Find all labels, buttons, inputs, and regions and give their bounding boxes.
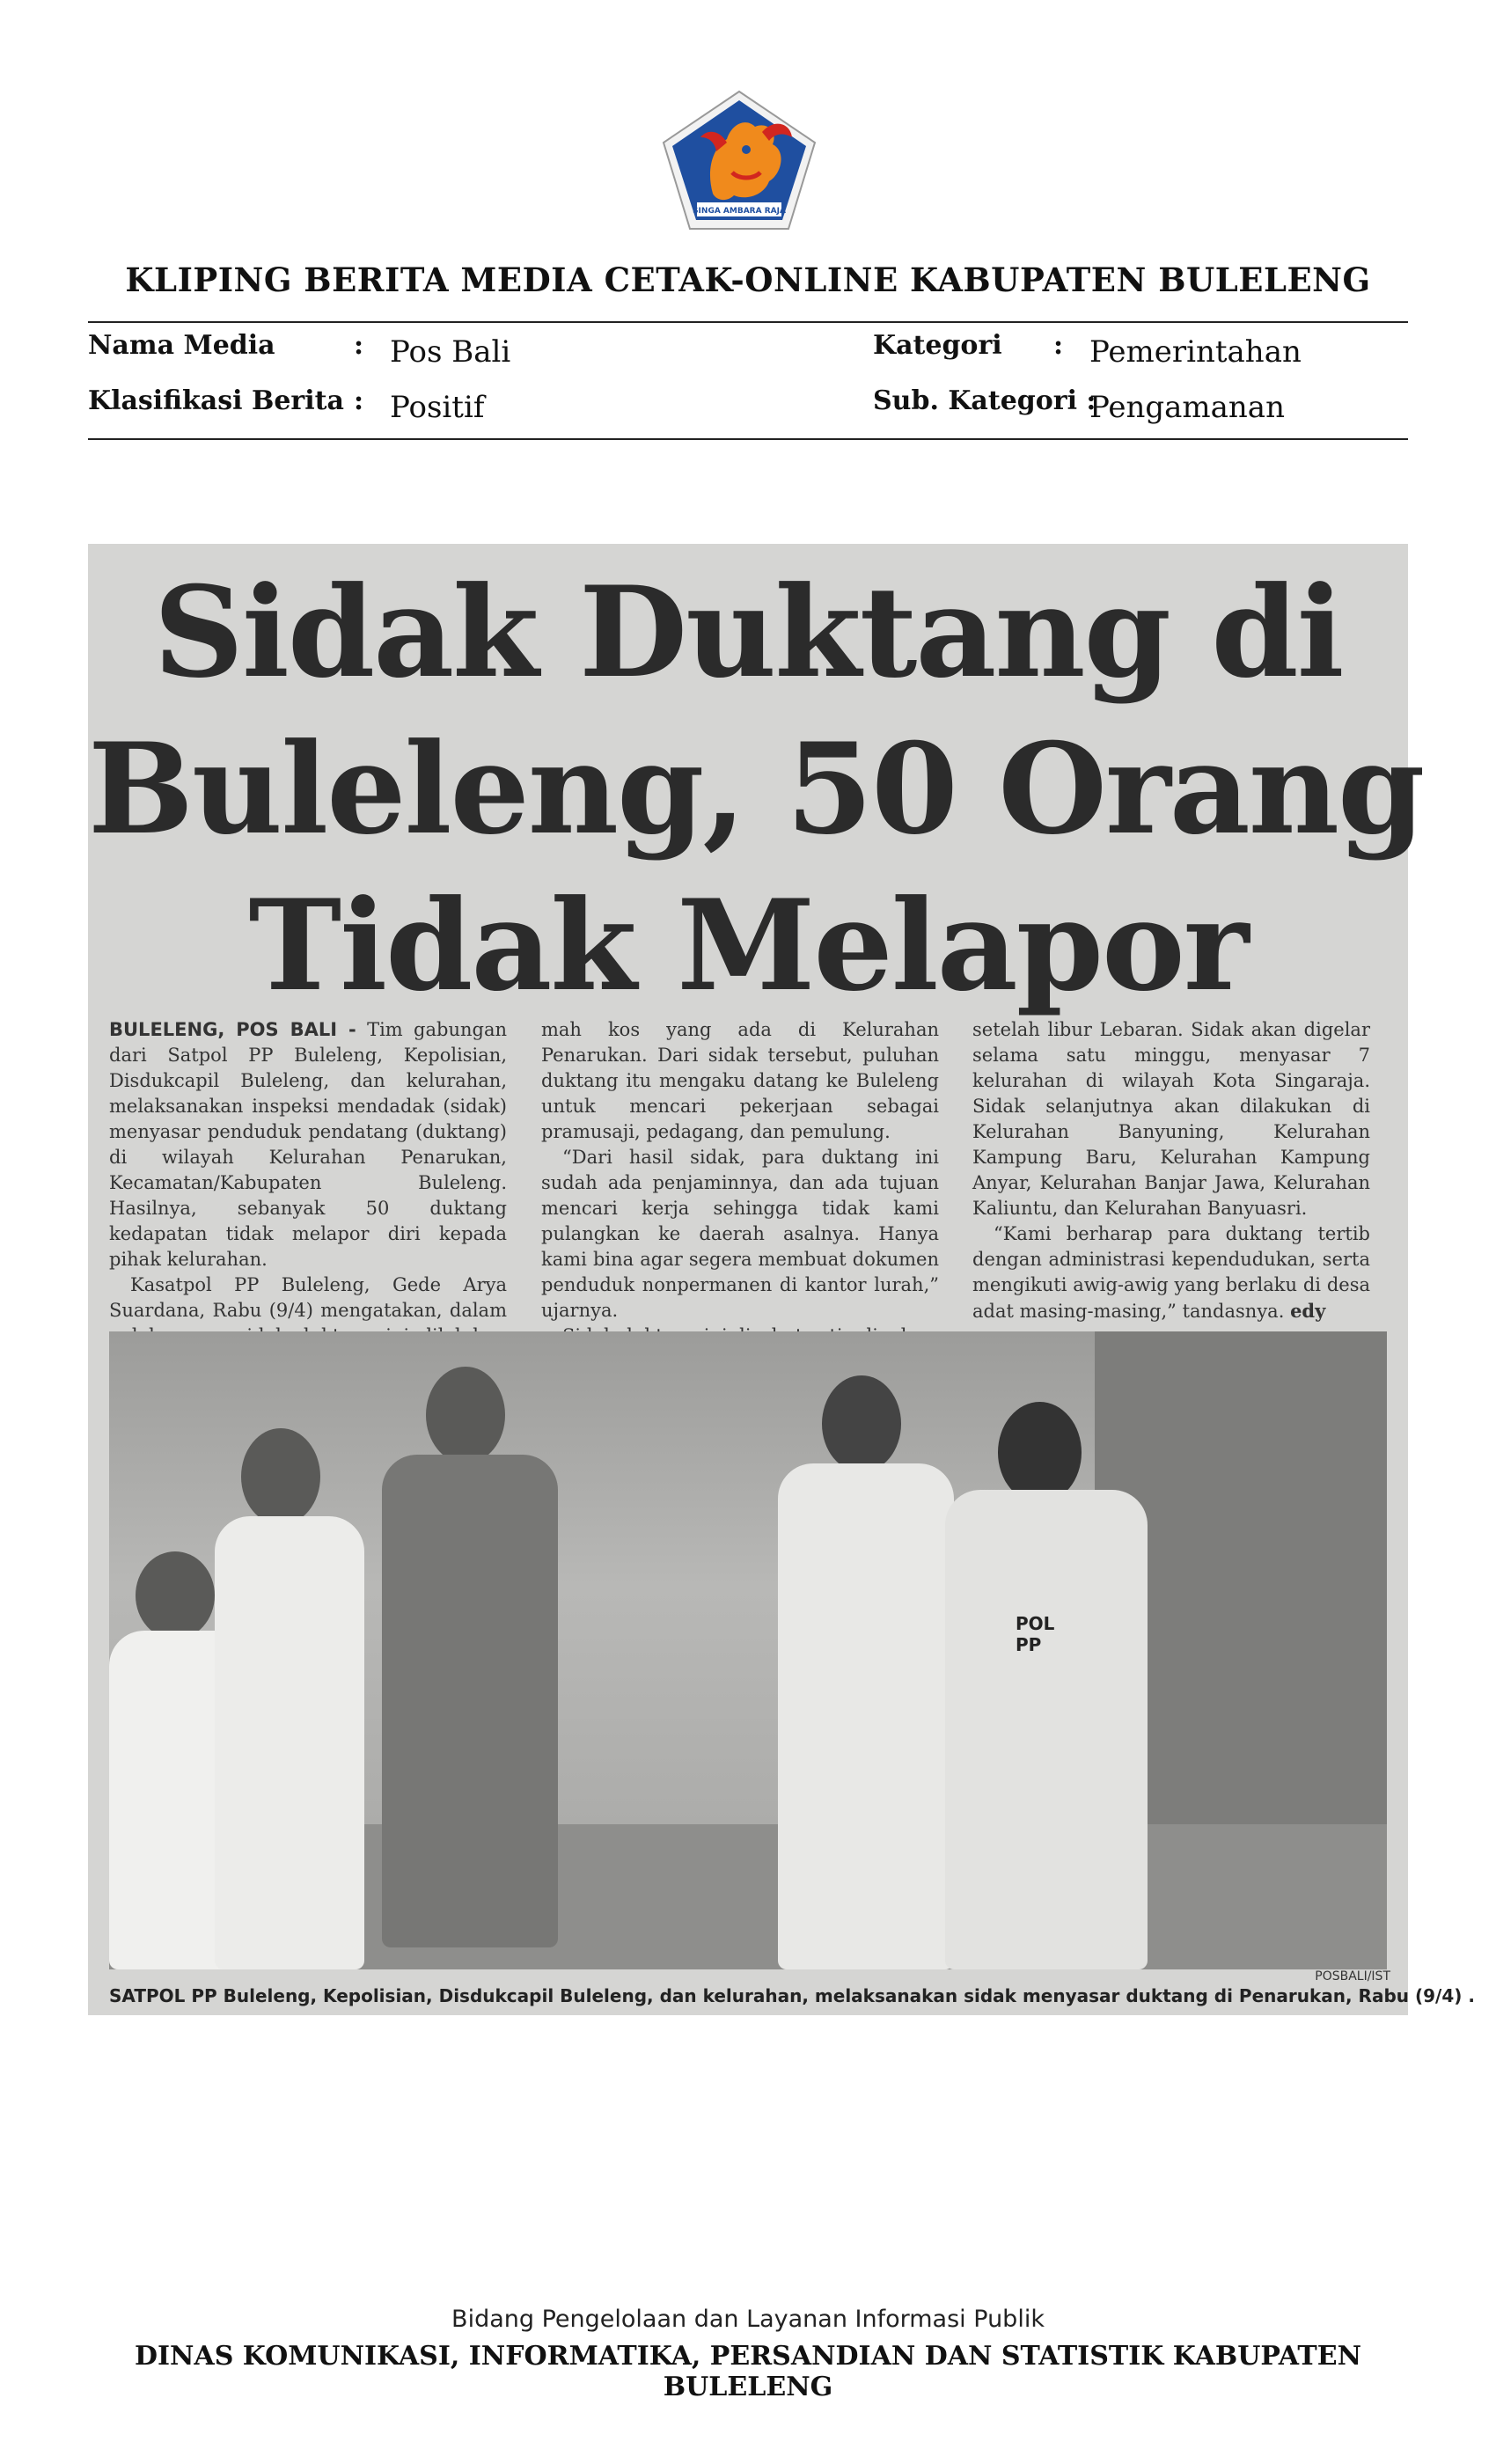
top-divider <box>88 321 1408 323</box>
article-paragraph: “Dari hasil sidak, para duktang ini sudah ada penjaminnya, dan ada tujuan mencari kerja sehingga tidak kami pulangkan ke daerah asalnya. Hanya kami bina agar segera membuat dokumen penduduk nonpermanen di kantor lurah,” ujarnya. <box>541 1147 939 1321</box>
klasifikasi-berita-colon: : <box>354 385 364 416</box>
nama-media-label: Nama Media <box>88 330 275 361</box>
singa-ambara-raja-crest-icon <box>658 88 820 236</box>
klasifikasi-berita-value: Positif <box>390 390 485 425</box>
kategori-value: Pemerintahan <box>1089 334 1302 370</box>
sub-kategori-value: Pengamanan <box>1089 390 1285 425</box>
article-paragraph: Kasatpol PP Buleleng, Gede Arya Suardana, Rabu (9/4) mengatakan, dalam <box>109 1274 507 1321</box>
headline-line-2: Buleleng, 50 Orang <box>88 716 1424 862</box>
footer-agency: DINAS KOMUNIKASI, INFORMATIKA, PERSANDIAN DAN STATISTIK KABUPATEN BULELENG <box>134 2341 1362 2402</box>
kategori-colon: : <box>1053 330 1064 361</box>
pol-pp-badge: POL PP <box>1016 1613 1055 1655</box>
article-paragraph: “Kami berharap para duktang tertib dengan administrasi kependudukan, serta mengikuti awig-awig yang berlaku di desa adat masing-masing,” tandasnya. edy <box>972 1223 1370 1322</box>
article-paragraph: mah kos yang ada di Kelurahan Penarukan. Dari sidak tersebut, puluhan duktang itu mengaku datang ke Buleleng untuk mencari pekerjaan sebagai pramusaji, pedagang, dan pemulung. <box>541 1019 939 1142</box>
headline-line-1: Sidak Duktang di <box>153 560 1343 706</box>
kategori-label: Kategori <box>873 330 1002 361</box>
footer-department: Bidang Pengelolaan dan Layanan Informasi Publik <box>451 2306 1045 2333</box>
nama-media-value: Pos Bali <box>390 334 511 370</box>
article-photo <box>109 1331 1387 1969</box>
newspaper-clipping <box>88 544 1475 2015</box>
logo-text: SINGA AMBARA RAJA <box>693 207 786 216</box>
photo-credit: POSBALI/IST <box>1315 1969 1390 1984</box>
sub-kategori-label: Sub. Kategori : <box>873 385 1096 416</box>
article-paragraph: setelah libur Lebaran. Sidak akan digelar selama satu minggu, menyasar 7 kelurahan di wilayah Kota Singaraja. Sidak selanjutnya akan dilakukan di Kelurahan Banyuning, Kelurahan Kampung Baru, Kelurahan Kampung Anyar, Kelurahan Banjar Jawa, Kelurahan Kaliuntu, dan Kelurahan Banyuasri. <box>972 1019 1370 1219</box>
headline-line-3: Tidak Melapor <box>248 873 1248 1019</box>
klasifikasi-berita-label: Klasifikasi Berita <box>88 385 344 416</box>
article-signature: edy <box>1290 1300 1326 1322</box>
nama-media-colon: : <box>354 330 364 361</box>
article-paragraph: BULELENG, POS BALI - Tim gabungan dari Satpol PP Buleleng, Kepolisian, Disdukcapil Buleleng, dan kelurahan, melaksanakan inspeksi mendadak (sidak) menyasar penduduk pendatang (duktang) di wilayah Kelurahan Penarukan, Kecamatan/Kabupaten Buleleng. Hasilnya, sebanyak 50 duktang kedapatan tidak melapor diri kepada pihak kelurahan. <box>109 1019 507 1270</box>
bottom-divider <box>88 438 1408 440</box>
photo-caption: SATPOL PP Buleleng, Kepolisian, Disdukcapil Buleleng, dan kelurahan, melaksanakan sidak menyasar duktang di Penarukan, Rabu (9/4) . <box>109 1985 1475 2006</box>
article-dateline: BULELENG, POS BALI - <box>109 1019 356 1040</box>
article-column-1 <box>109 1017 507 1321</box>
article-headline <box>88 554 1424 1024</box>
article-column-3 <box>972 1017 1370 1322</box>
article-column-2 <box>541 1017 939 1321</box>
page-title: KLIPING BERITA MEDIA CETAK-ONLINE KABUPATEN BULELENG <box>125 260 1371 299</box>
